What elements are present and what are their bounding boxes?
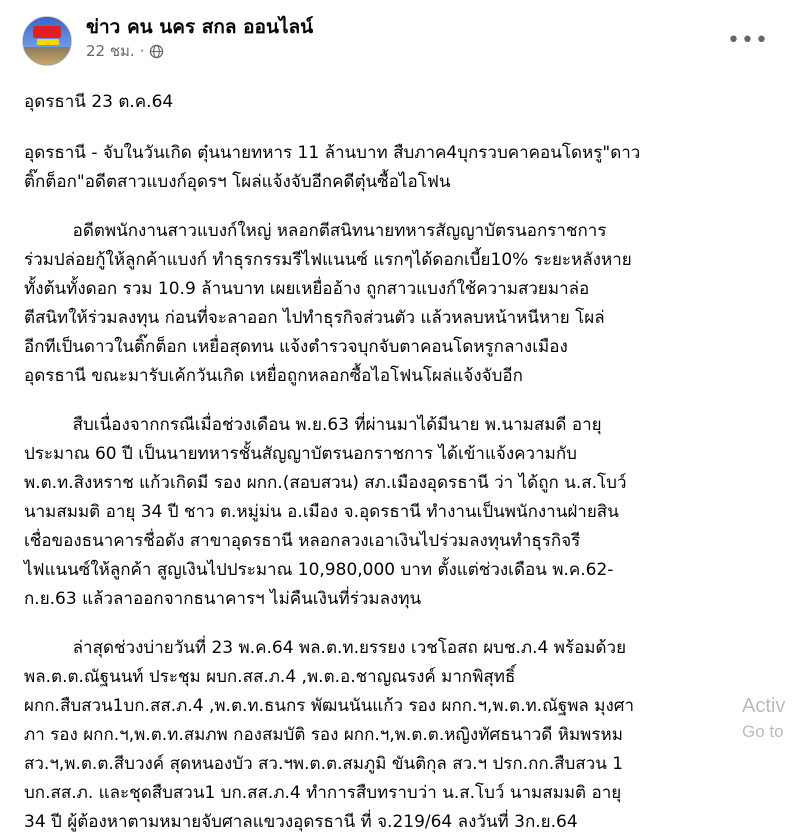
avatar-logo-yellow xyxy=(37,39,59,45)
paragraph-2 xyxy=(24,411,800,614)
text-line: อุดรธานี ขณะมารับเค้กวันเกิด เหยื่อถูกหลอกซื้อไอโฟนโผล่แจ้งจับอีก xyxy=(24,366,523,386)
post-meta xyxy=(86,40,164,62)
headline-line: ติ๊กต็อก"อดีตสาวแบงก์อุดรฯ โผล่แจ้งจับอีกคดีตุ๋นซื้อไอโฟน xyxy=(24,172,451,192)
text-line: สว.ฯ,พ.ต.ต.สีบวงค์ สุดหนองบัว สว.ฯพ.ต.ต.สมภูมิ ขันติกุล สว.ฯ ปรก.กก.สืบสวน 1 xyxy=(24,754,624,774)
ellipsis-icon: ••• xyxy=(727,27,769,53)
text-line: ทั้งต้นทั้งดอก รวม 10.9 ล้านบาท เผยเหยื่ออ้าง ถูกสาวแบงก์ใช้ความสวยมาล่อ xyxy=(24,279,590,299)
page-avatar[interactable] xyxy=(22,16,72,66)
page-name-link[interactable]: ข่าว คน นคร สกล ออนไลน์ xyxy=(86,16,314,38)
windows-activation-watermark xyxy=(742,693,785,745)
post-timestamp[interactable]: 22 ชม. xyxy=(86,42,135,60)
avatar-logo-red xyxy=(33,26,61,38)
text-line: ร่วมปล่อยกู้ให้ลูกค้าแบงก์ ทำธุรกรรมรีไฟแนนซ์ แรกๆได้ดอกเบี้ย10% ระยะหลังหาย xyxy=(24,250,632,270)
text-line: ประมาณ 60 ปี เป็นนายทหารชั้นสัญญาบัตรนอกราชการ ได้เข้าแจ้งความกับ xyxy=(24,444,577,464)
text-line: ล่าสุดช่วงบ่ายวันที่ 23 พ.ค.64 พล.ต.ท.ยรรยง เวชโอสถ ผบช.ภ.4 พร้อมด้วย xyxy=(24,638,627,658)
text-line: ภา รอง ผกก.ฯ,พ.ต.ท.สมภพ กองสมบัติ รอง ผกก.ฯ,พ.ต.ต.หญิงทัศธนาวดี หิมพรหม xyxy=(24,725,623,745)
text-line: สืบเนื่องจากกรณีเมื่อช่วงเดือน พ.ย.63 ที่ผ่านมาได้มีนาย พ.นามสมดี อายุ xyxy=(24,415,602,435)
text-line: อดีตพนักงานสาวแบงก์ใหญ่ หลอกตีสนิทนายทหารสัญญาบัตรนอกราชการ xyxy=(24,221,607,241)
watermark-line: Activ xyxy=(742,695,786,717)
more-options-button[interactable] xyxy=(727,22,769,58)
text-line: ผกก.สืบสวน1บก.สส.ภ.4 ,พ.ต.ท.ธนกร พัฒนนันแก้ว รอง ผกก.ฯ,พ.ต.ท.ณัฐพล มุงศา xyxy=(24,696,635,716)
text-line: ไฟแนนซ์ให้ลูกค้า สูญเงินไปประมาณ 10,980,000 บาท ตั้งแต่ช่วงเดือน พ.ค.62- xyxy=(24,560,614,580)
watermark-line: Go to xyxy=(742,722,784,741)
text-line: อีกทีเป็นดาวในติ๊กต็อก เหยื่อสุดทน แจ้งตำรวจบุกจับตาคอนโดหรูกลางเมือง xyxy=(24,337,568,357)
globe-icon[interactable] xyxy=(149,44,164,59)
headline-line: อุดรธานี - จับในวันเกิด ตุ๋นนายทหาร 11 ล้านบาท สืบภาค4บุกรวบคาคอนโดหรู"ดาว xyxy=(24,143,641,163)
post-header xyxy=(0,0,800,80)
text-line: เชื่อของธนาคารชื่อดัง สาขาอุดรธานี หลอกลวงเอาเงินไปร่วมลงทุนทำธุรกิจรี xyxy=(24,531,581,551)
text-line: 34 ปี ผู้ต้องหาตามหมายจับศาลแขวงอุดรธานี ที่ จ.219/64 ลงวันที่ 3ก.ย.64 xyxy=(24,812,578,832)
post-date-line: อุดรธานี 23 ต.ค.64 xyxy=(24,92,174,112)
text-line: พล.ต.ต.ณัฐนนท์ ประชุม ผบก.สส.ภ.4 ,พ.ต.อ.ชาญณรงค์ มากพิสุทธิ์ xyxy=(24,667,516,687)
text-line: บก.สส.ภ. และชุดสืบสวน1 บก.สส.ภ.4 ทำการสืบทราบว่า น.ส.โบว์ นามสมมติ อายุ xyxy=(24,783,622,803)
meta-separator: · xyxy=(139,42,145,60)
text-line: ตีสนิทให้ร่วมลงทุน ก่อนที่จะลาออก ไปทำธุรกิจส่วนตัว แล้วหลบหน้าหนีหาย โผล่ xyxy=(24,308,605,328)
post-body xyxy=(24,88,800,837)
text-line: ก.ย.63 แล้วลาออกจากธนาคารฯ ไม่คืนเงินที่ร่วมลงทุน xyxy=(24,589,422,609)
text-line: พ.ต.ท.สิงหราช แก้วเกิดมี รอง ผกก.(สอบสวน) สภ.เมืองอุดรธานี ว่า ได้ถูก น.ส.โบว์ xyxy=(24,473,627,493)
paragraph-1 xyxy=(24,217,800,391)
post-headline xyxy=(24,139,800,197)
text-line: นามสมมติ อายุ 34 ปี ชาว ต.หมู่ม่น อ.เมือง จ.อุดรธานี ทำงานเป็นพนักงานฝ่ายสิน xyxy=(24,502,619,522)
avatar-ground xyxy=(23,47,71,65)
